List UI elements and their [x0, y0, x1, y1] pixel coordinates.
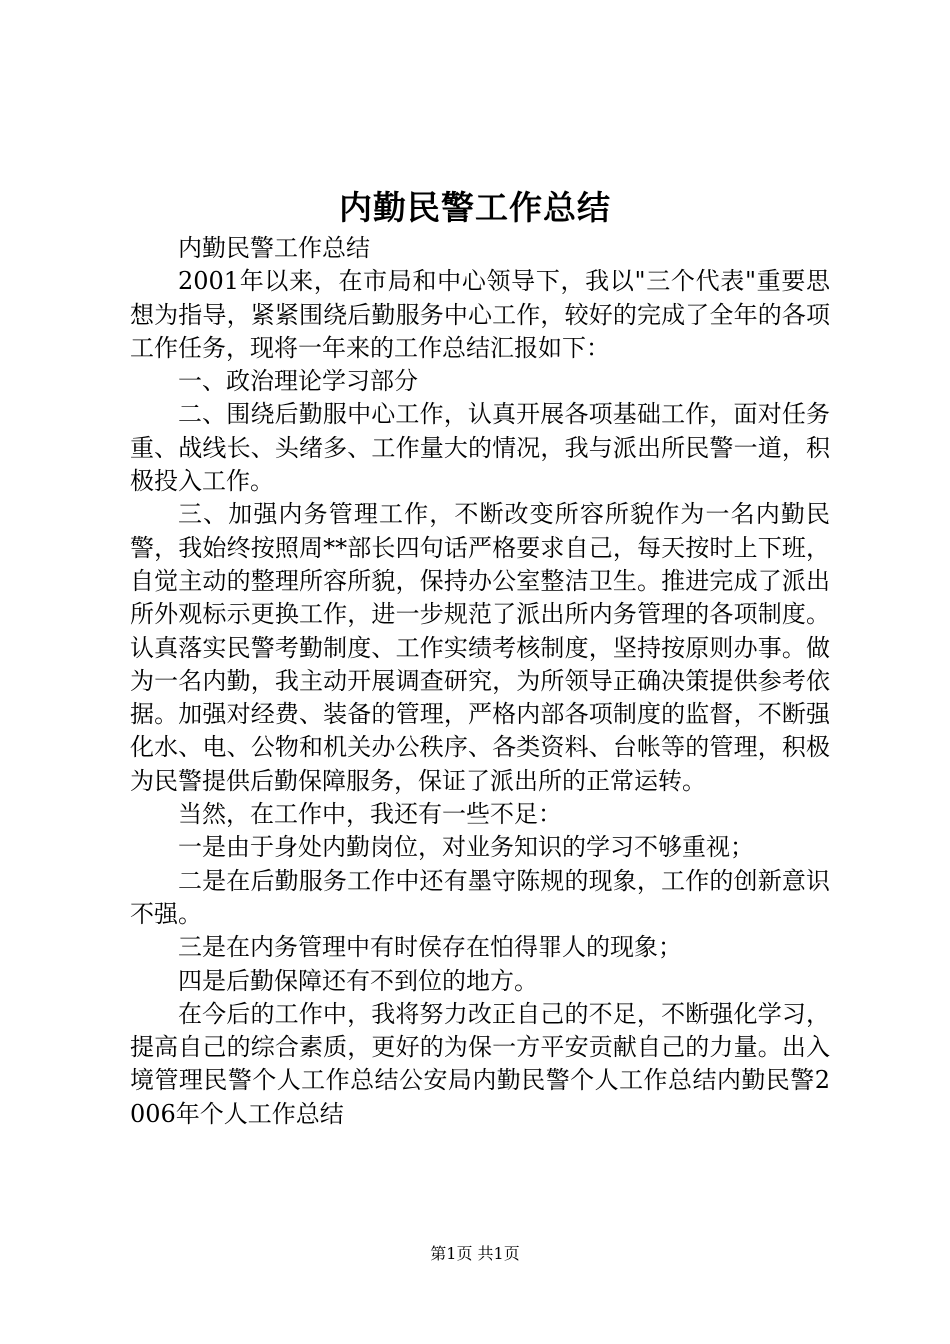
paragraph-shortcoming-4: 四是后勤保障还有不到位的地方。: [178, 966, 538, 995]
paragraph-shortcomings-intro: 当然，在工作中，我还有一些不足：: [178, 800, 562, 829]
paragraph-subtitle: 内勤民警工作总结: [178, 234, 370, 262]
paragraph-shortcoming-1: 一是由于身处内勤岗位，对业务知识的学习不够重视；: [178, 833, 754, 862]
paragraph-section-1: 一、政治理论学习部分: [178, 367, 418, 396]
paragraph-shortcoming-2: 二是在后勤服务工作中还有墨守陈规的现象，工作的创新意识不强。: [130, 866, 830, 928]
page-number-footer: 第1页 共1页: [430, 1244, 520, 1263]
paragraph-conclusion: 在今后的工作中，我将努力改正自己的不足，不断强化学习，提高自己的综合素质，更好的为保一方平安贡献自己的力量。出入境管理民警个人工作总结公安局内勤民警个人工作总结内勤民警2006年个人工作总结: [130, 999, 830, 1128]
paragraph-intro: 2001年以来，在市局和中心领导下，我以"三个代表"重要思想为指导，紧紧围绕后勤服务中心工作，较好的完成了全年的各项工作任务，现将一年来的工作总结汇报如下：: [130, 267, 830, 362]
paragraph-shortcoming-3: 三是在内务管理中有时侯存在怕得罪人的现象；: [178, 933, 682, 962]
paragraph-section-2: 二、围绕后勤服中心工作，认真开展各项基础工作，面对任务重、战线长、头绪多、工作量大的情况，我与派出所民警一道，积极投入工作。: [130, 400, 830, 496]
document-body: [130, 232, 830, 1131]
paragraph-section-3: 三、加强内务管理工作，不断改变所容所貌作为一名内勤民警，我始终按照周**部长四句话严格要求自己，每天按时上下班，自觉主动的整理所容所貌，保持办公室整洁卫生。推进完成了派出所外观标示更换工作，进一步规范了派出所内务管理的各项制度。认真落实民警考勤制度、工作实绩考核制度，坚持按原则办事。做为一名内勤，我主动开展调查研究，为所领导正确决策提供参考依据。加强对经费、装备的管理，严格内部各项制度的监督，不断强化水、电、公物和机关办公秩序、各类资料、台帐等的管理，积极为民警提供后勤保障服务，保证了派出所的正常运转。: [130, 500, 830, 795]
document-title: 内勤民警工作总结: [339, 188, 611, 227]
